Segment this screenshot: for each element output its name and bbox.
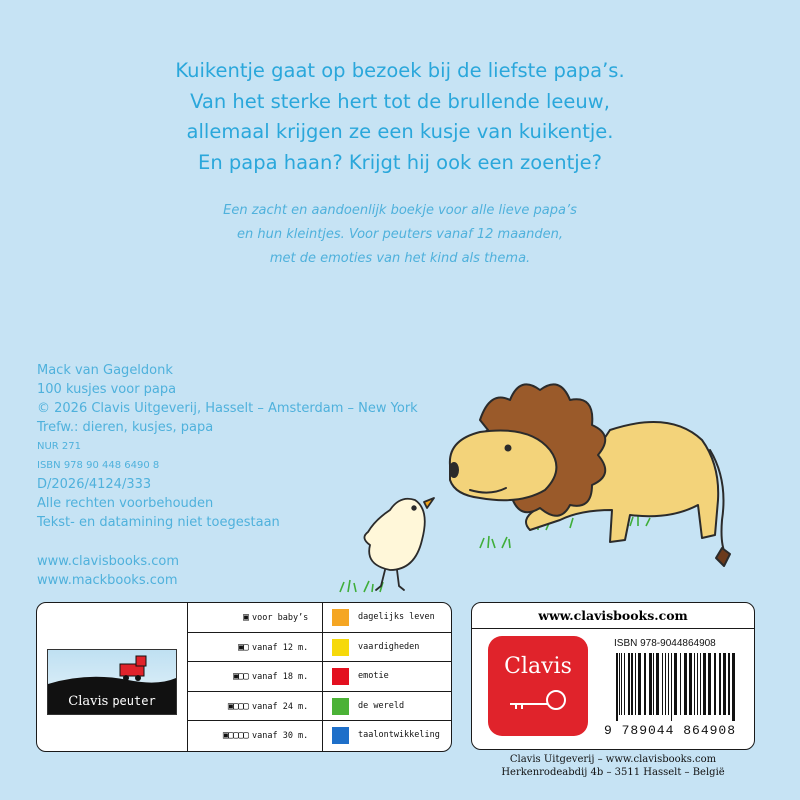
barcode-bar — [719, 653, 721, 715]
clavis-logo-text: Clavis — [504, 654, 572, 679]
theme-color-swatch — [332, 668, 349, 685]
book-title: 100 kusjes voor papa — [37, 382, 177, 397]
tdm-notice: Tekst- en datamining niet toegestaan — [37, 515, 280, 530]
subblurb-line: Een zacht en aandoenlijk boekje voor alle lieve papa’s — [223, 203, 577, 218]
lion-and-chick-illustration — [330, 370, 770, 600]
barcode-bar — [697, 653, 698, 715]
barcode-bar — [662, 653, 663, 715]
barcode-bar — [703, 653, 706, 715]
peuter-brand: Clavis peuter — [48, 688, 176, 714]
theme-color-swatch — [332, 727, 349, 744]
isbn-label: ISBN 978-9044864908 — [614, 638, 716, 649]
isbn-text: ISBN 978 90 448 6490 8 — [37, 460, 160, 471]
isbn-digits: 9 789044 864908 — [604, 723, 737, 738]
depot-number: D/2026/4124/333 — [37, 477, 152, 492]
barcode-bar — [635, 653, 636, 715]
website-link[interactable]: www.mackbooks.com — [37, 573, 178, 588]
age-label: vanaf 18 m. — [252, 672, 309, 683]
age-row — [188, 603, 451, 633]
age-row — [188, 633, 451, 663]
train-icon: ▣▢▢▢▢ — [222, 730, 248, 742]
subblurb-line: en hun kleintjes. Voor peuters vanaf 12 maanden, — [236, 227, 563, 242]
train-icon: ▣▢▢ — [232, 671, 248, 683]
blurb-line: allemaal krijgen ze een kusje van kuikentje. — [186, 120, 614, 143]
barcode-bar — [668, 653, 669, 715]
age-row — [188, 692, 451, 722]
blurb-line: En papa haan? Krijgt hij ook een zoentje? — [198, 150, 602, 174]
subblurb-line: met de emoties van het kind als thema. — [269, 251, 531, 266]
barcode-bar — [694, 653, 695, 715]
website-link[interactable]: www.clavisbooks.com — [37, 554, 179, 569]
blurb-line: Van het sterke hert tot de brullende leeuw, — [190, 89, 610, 113]
age-label: vanaf 24 m. — [252, 701, 309, 712]
barcode-bar — [624, 653, 625, 715]
clavis-peuter-logo — [47, 649, 177, 715]
key-icon — [488, 636, 588, 736]
barcode-bar — [714, 653, 716, 715]
barcode-bar — [674, 653, 677, 715]
chick-illustration — [364, 498, 434, 590]
publisher-address — [471, 753, 755, 779]
barcode-bar — [708, 653, 711, 715]
barcode-bar — [616, 653, 618, 721]
author: Mack van Gageldonk — [37, 363, 173, 378]
theme-label: dagelijks leven — [358, 612, 435, 622]
theme-label: de wereld — [358, 700, 405, 711]
barcode-bar — [649, 653, 652, 715]
peuter-logo-cell — [37, 603, 188, 751]
age-label: vanaf 30 m. — [252, 731, 309, 742]
theme-label: emotie — [358, 671, 389, 682]
barcode-bar — [619, 653, 620, 715]
publisher-line: Clavis Uitgeverij – www.clavisbooks.com — [509, 754, 717, 765]
publisher-line: Herkenrodeabdij 4b – 3511 Hasselt – België — [501, 767, 725, 778]
rights-notice: Alle rechten voorbehouden — [37, 496, 214, 511]
barcode-bar — [653, 653, 654, 715]
copyright: © 2026 Clavis Uitgeverij, Hasselt – Amsterdam – New York — [37, 401, 418, 416]
barcode-bar — [689, 653, 692, 715]
theme-label: taalontwikkeling — [358, 730, 440, 741]
barcode-bar — [628, 653, 630, 715]
barcode-bar — [732, 653, 735, 721]
barcode-bar — [638, 653, 641, 715]
theme-color-swatch — [332, 639, 349, 656]
theme-label: vaardigheden — [358, 641, 420, 652]
theme-color-swatch — [332, 698, 349, 715]
barcode-bar — [684, 653, 687, 715]
age-label: vanaf 12 m. — [252, 642, 309, 653]
nur-code: NUR 271 — [37, 441, 82, 452]
back-cover-subblurb — [0, 199, 800, 271]
barcode — [612, 653, 742, 721]
barcode-box — [471, 602, 755, 750]
barcode-bar — [621, 653, 622, 715]
barcode-bar — [665, 653, 666, 715]
train-icon: ▣▢▢▢ — [227, 700, 248, 712]
barcode-bar — [723, 653, 726, 715]
red-train-icon — [48, 650, 176, 690]
barcode-bar — [656, 653, 659, 715]
train-icon: ▣ — [242, 612, 248, 623]
blurb-line: Kuikentje gaat op bezoek bij de liefste papa’s. — [175, 59, 625, 82]
age-label: voor baby’s — [252, 613, 309, 623]
keywords: Trefw.: dieren, kusjes, papa — [37, 420, 214, 435]
barcode-bar — [680, 653, 681, 715]
age-table — [188, 603, 451, 751]
back-cover-blurb — [0, 56, 800, 178]
train-icon: ▣▢ — [237, 641, 248, 653]
website-links — [37, 552, 179, 590]
barcode-bar — [644, 653, 646, 715]
barcode-bar — [631, 653, 633, 715]
lion-illustration — [450, 384, 730, 566]
age-row — [188, 662, 451, 692]
barcode-bar — [728, 653, 730, 715]
publisher-website[interactable]: www.clavisbooks.com — [472, 603, 754, 629]
barcode-bar — [700, 653, 701, 715]
theme-color-swatch — [332, 609, 349, 626]
age-row — [188, 721, 451, 751]
age-theme-box — [36, 602, 452, 752]
clavis-logo — [488, 636, 588, 736]
barcode-bar — [671, 653, 672, 721]
